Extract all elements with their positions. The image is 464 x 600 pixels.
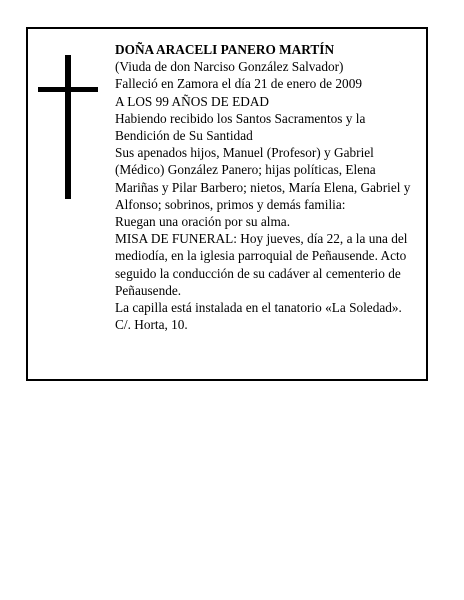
sacraments-paragraph: Habiendo recibido los Santos Sacramentos y la Bendición de Su Santidad	[115, 110, 366, 144]
funeral-paragraph: MISA DE FUNERAL: Hoy jueves, día 22, a la una del mediodía, en la iglesia parroquial de Peñausende. Acto seguido la conducción de su cadáver al cementerio de Peñausende.	[115, 231, 408, 298]
obituary-notice	[26, 27, 428, 381]
chapel-paragraph: La capilla está instalada en el tanatorio «La Soledad». C/. Horta, 10.	[115, 300, 402, 333]
cross-icon	[38, 55, 98, 199]
deceased-name: DOÑA ARACELI PANERO MARTÍN	[115, 42, 335, 57]
widow-of-line: (Viuda de don Narciso González Salvador)	[115, 59, 344, 75]
cross-horizontal-bar	[38, 87, 98, 92]
death-line: Falleció en Zamora el día 21 de enero de 2009	[115, 76, 363, 92]
age-line: A LOS 99 AÑOS DE EDAD	[115, 93, 270, 109]
cross-vertical-bar	[65, 55, 71, 199]
family-paragraph: Sus apenados hijos, Manuel (Profesor) y Gabriel (Médico) González Panero; hijas políticas, Elena Mariñas y Pilar Barbero; nietos, María Elena, Gabriel y Alfonso; sobrinos, primos y demás familia:	[115, 145, 411, 212]
notice-body	[115, 41, 420, 333]
prayer-line: Ruegan una oración por su alma.	[115, 214, 291, 230]
